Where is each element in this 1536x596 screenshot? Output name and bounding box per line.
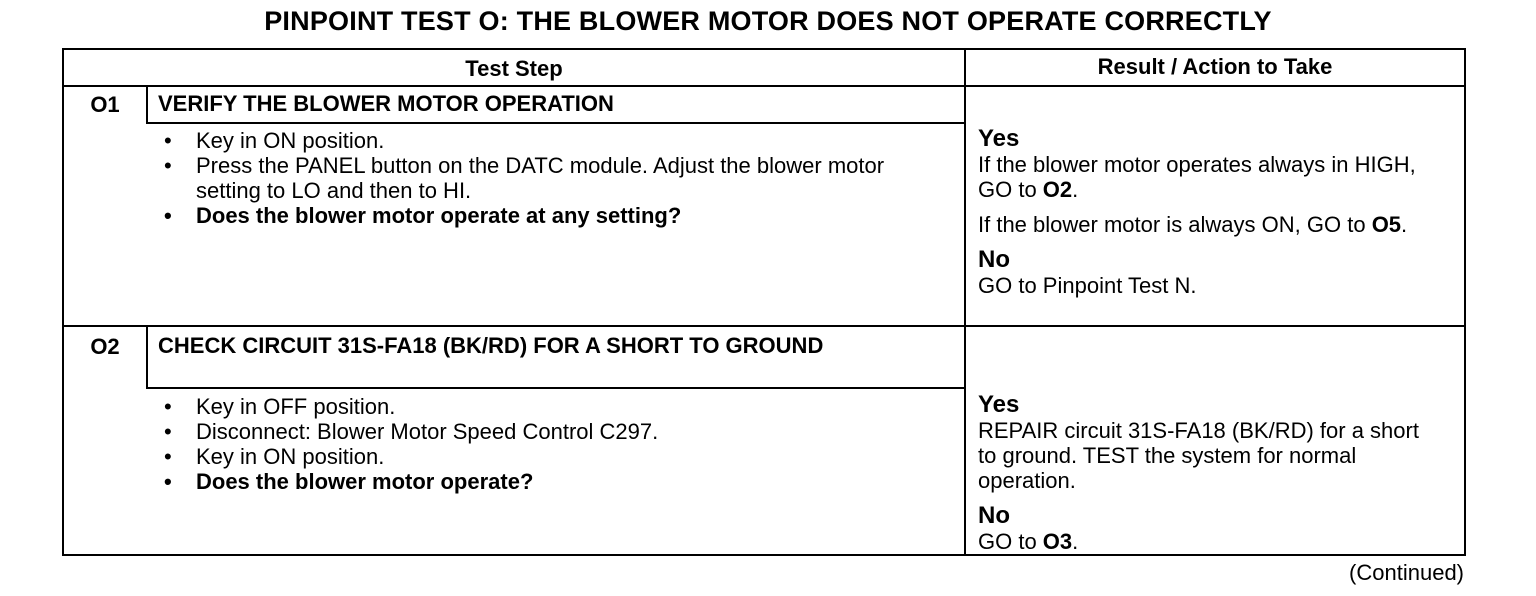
step-number: O1 <box>90 92 120 117</box>
page-title: PINPOINT TEST O: THE BLOWER MOTOR DOES NOT OPERATE CORRECTLY <box>264 6 1272 36</box>
instruction-item: • Disconnect: Blower Motor Speed Control C297. <box>158 419 958 444</box>
instruction-item: • Press the PANEL button on the DATC module. Adjust the blower motor setting to LO and then to HI. <box>158 153 886 203</box>
continued-label: (Continued) <box>1349 560 1464 585</box>
result-action <box>978 392 1448 554</box>
step-title: VERIFY THE BLOWER MOTOR OPERATION <box>158 91 614 116</box>
instruction-question: • Does the blower motor operate? <box>158 469 958 494</box>
instruction-item: • Key in ON position. <box>158 128 958 153</box>
no-action: GO to O3. <box>978 529 1079 554</box>
step-instructions <box>158 394 958 494</box>
no-label: No <box>978 502 1010 529</box>
header-divider <box>64 85 1464 87</box>
step-title: CHECK CIRCUIT 31S-FA18 (BK/RD) FOR A SHORT TO GROUND <box>158 333 824 358</box>
yes-label: Yes <box>978 391 1020 418</box>
step-num-divider <box>146 327 148 389</box>
header-result: Result / Action to Take <box>1097 54 1333 79</box>
step-number: O2 <box>90 334 120 359</box>
yes-action: If the blower motor is always ON, GO to O5. <box>978 212 1408 237</box>
instruction-question: • Does the blower motor operate at any setting? <box>158 203 958 228</box>
column-divider <box>964 50 966 554</box>
row-divider <box>64 325 1464 327</box>
yes-label: Yes <box>978 125 1020 152</box>
yes-action: If the blower motor operates always in HIGH, GO to O2. <box>978 152 1416 202</box>
o1-title-divider <box>146 122 964 124</box>
step-num-divider <box>146 87 148 124</box>
step-instructions <box>158 128 958 228</box>
o2-title-divider <box>146 387 964 389</box>
result-action <box>978 126 1448 298</box>
no-action: GO to Pinpoint Test N. <box>978 273 1197 298</box>
instruction-item: • Key in ON position. <box>158 444 958 469</box>
pinpoint-test-table <box>62 48 1466 556</box>
instruction-item: • Key in OFF position. <box>158 394 958 419</box>
header-test-step: Test Step <box>465 56 563 81</box>
no-label: No <box>978 246 1010 273</box>
yes-action: REPAIR circuit 31S-FA18 (BK/RD) for a short to ground. TEST the system for normal operation. <box>978 418 1419 493</box>
